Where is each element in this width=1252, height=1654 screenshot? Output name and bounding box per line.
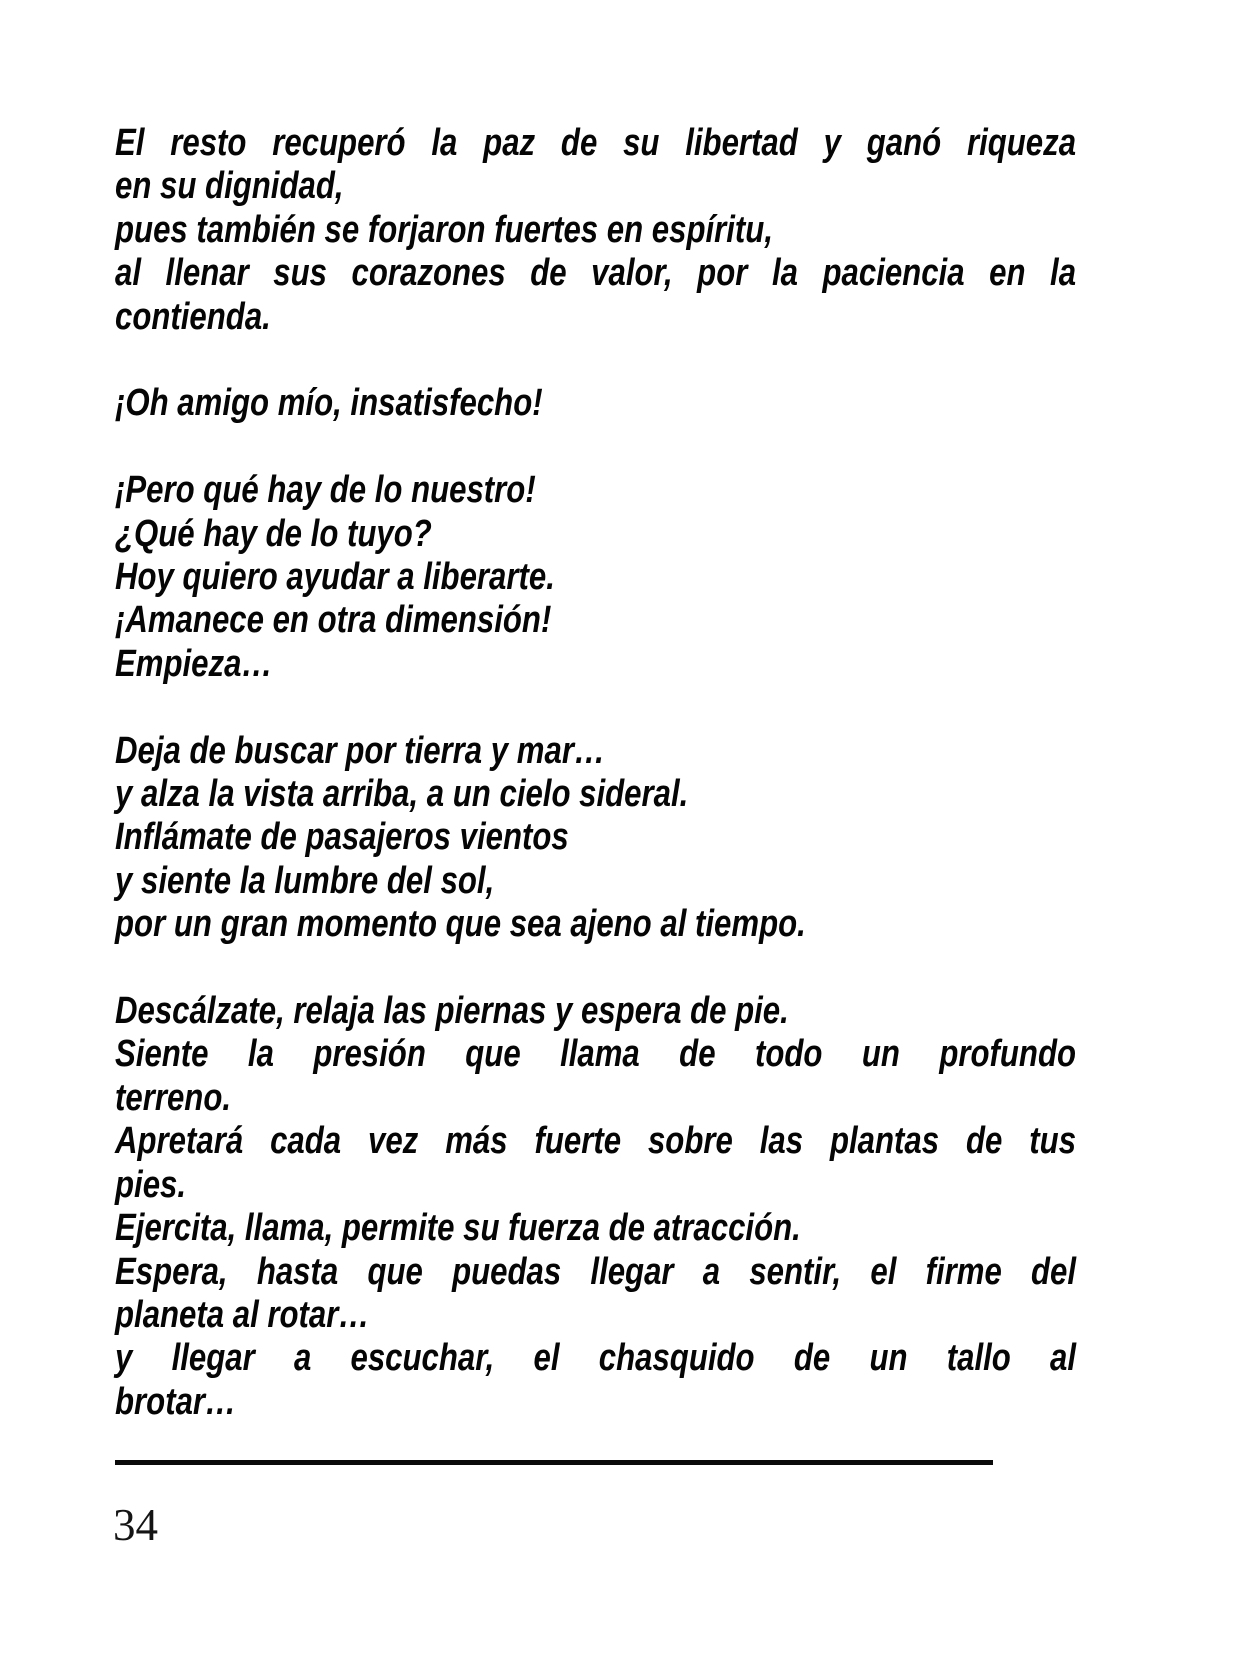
poem-line: brotar… [115,1380,237,1423]
poem-line: ¡Oh amigo mío, insatisfecho! [115,382,543,425]
poem-line: Empieza… [115,642,273,685]
poem-line: terreno. [115,1076,232,1119]
poem-line: por un gran momento que sea ajeno al tiempo. [115,903,806,946]
poem-line: ¡Pero qué hay de lo nuestro! [115,469,536,512]
poem-line: ¿Qué hay de lo tuyo? [115,512,432,555]
page-number: 34 [113,1500,158,1550]
footer-rule [115,1460,993,1465]
poem-line: ¡Amanece en otra dimensión! [115,599,552,642]
poem-line: Hoy quiero ayudar a liberarte. [115,556,555,599]
poem-line: Deja de buscar por tierra y mar… [115,729,606,772]
poem-line: Descálzate, relaja las piernas y espera de pie. [115,990,789,1033]
poem-line: El resto recuperó la paz de su libertad y ganó riqueza [115,122,1077,164]
poem-line: y siente la lumbre del sol, [115,859,495,902]
poem-line: Inflámate de pasajeros vientos [115,816,569,859]
poem-blank-line [115,339,1076,382]
poem-text-block [115,122,1076,1424]
poem-line: al llenar sus corazones de valor, por la paciencia en la [115,252,1077,295]
poem-blank-line [115,426,1076,469]
poem-blank-line [115,947,1076,990]
poem-line: en su dignidad, [115,165,344,208]
poem-line: y llegar a escuchar, el chasquido de un tallo al [115,1337,1077,1380]
poem-line: contienda. [115,295,271,338]
poem-line: Ejercita, llama, permite su fuerza de atracción. [115,1207,801,1250]
poem-line: Espera, hasta que puedas llegar a sentir, el firme del [115,1250,1077,1293]
poem-line: Apretará cada vez más fuerte sobre las plantas de tus [115,1120,1077,1163]
poem-line: planeta al rotar… [115,1293,370,1336]
poem-blank-line [115,686,1076,729]
poem-line: pies. [115,1163,187,1206]
poem-line: Siente la presión que llama de todo un profundo [115,1033,1077,1076]
poem-line: pues también se forjaron fuertes en espíritu, [115,208,773,251]
poem-line: y alza la vista arriba, a un cielo sideral. [115,773,689,816]
